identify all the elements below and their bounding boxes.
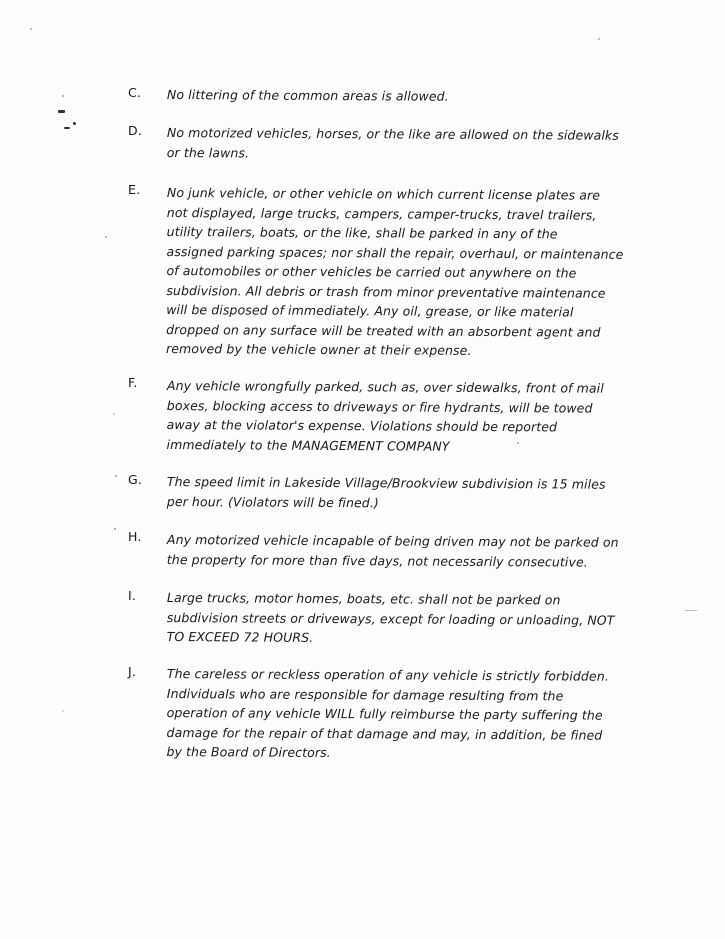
rule-line: the property for more than five days, not necessarily consecutive. — [166, 551, 588, 570]
rule-letter: J. — [128, 664, 137, 679]
rule-line: Large trucks, motor homes, boats, etc. shall not be parked on — [166, 589, 561, 608]
rule-line: immediately to the MANAGEMENT COMPANY — [166, 436, 450, 454]
rule-text — [167, 530, 627, 572]
rule-line: dropped on any surface will be treated with an absorbent agent and — [166, 321, 601, 340]
rule-line: operation of any vehicle WILL fully reimburse the party suffering the — [166, 704, 603, 723]
scan-speck — [62, 95, 64, 97]
rule-line: by the Board of Directors. — [166, 743, 331, 761]
rule-line: removed by the vehicle owner at their expense. — [165, 340, 472, 358]
rule-letter: F. — [128, 375, 138, 390]
rule-text — [167, 376, 627, 457]
scan-speck — [62, 710, 64, 712]
scan-speck — [685, 610, 697, 611]
rule-line: assigned parking spaces; nor shall the repair, overhaul, or maintenance — [166, 243, 624, 262]
rule-line: No junk vehicle, or other vehicle on which current license plates are — [166, 184, 601, 203]
rule-line: boxes, blocking access to driveways or fire hydrants, will be towed — [166, 397, 593, 416]
scan-speck — [64, 127, 70, 129]
rule-line: away at the violator's expense. Violations should be reported — [166, 416, 558, 435]
rule-line: subdivision streets or driveways, except for loading or unloading, NOT — [166, 609, 615, 628]
scan-speck — [114, 528, 116, 530]
rule-letter: E. — [128, 182, 141, 197]
rule-line: Individuals who are responsible for damage resulting from the — [166, 685, 564, 703]
rule-letter: D. — [128, 123, 142, 138]
rule-line: The careless or reckless operation of any vehicle is strictly forbidden. — [166, 665, 609, 684]
rule-line: No littering of the common areas is allowed. — [166, 86, 449, 104]
rule-line: TO EXCEED 72 HOURS. — [166, 628, 314, 645]
rule-line: utility trailers, boats, or the like, shall be parked in any of the — [166, 223, 558, 242]
scan-speck — [73, 122, 76, 125]
rule-text — [167, 85, 627, 107]
rule-line: No motorized vehicles, horses, or the like are allowed on the sidewalks — [166, 124, 619, 143]
rule-line: will be disposed of immediately. Any oil, grease, or like material — [166, 301, 574, 320]
rule-line: damage for the repair of that damage and may, in addition, be fined — [166, 724, 603, 743]
scan-speck — [105, 236, 107, 238]
scan-speck — [113, 413, 115, 415]
scan-speck — [115, 475, 117, 477]
rule-text — [166, 664, 627, 764]
rule-line: not displayed, large trucks, campers, camper-trucks, travel trailers, — [166, 204, 597, 223]
rule-line: The speed limit in Lakeside Village/Brookview subdivision is 15 miles — [166, 473, 606, 492]
rule-text — [167, 588, 627, 649]
rule-line: subdivision. All debris or trash from minor preventative maintenance — [166, 282, 606, 301]
rule-line: Any motorized vehicle incapable of being driven may not be parked on — [166, 531, 619, 550]
rule-line: per hour. (Violators will be fined.) — [166, 493, 379, 510]
rule-letter: H. — [128, 529, 142, 544]
rule-letter: C. — [128, 85, 142, 100]
scan-speck — [58, 110, 65, 113]
rule-line: of automobiles or other vehicles be carried out anywhere on the — [166, 262, 577, 281]
rule-letter: I. — [128, 588, 137, 603]
scan-speck — [598, 38, 600, 40]
rule-text — [167, 472, 627, 514]
rule-line: or the lawns. — [166, 144, 250, 161]
rule-letter: G. — [128, 472, 143, 487]
rule-line: Any vehicle wrongfully parked, such as, over sidewalks, front of mail — [166, 377, 604, 396]
scan-speck — [30, 28, 32, 30]
rule-text — [166, 183, 627, 361]
rule-text — [167, 123, 627, 165]
